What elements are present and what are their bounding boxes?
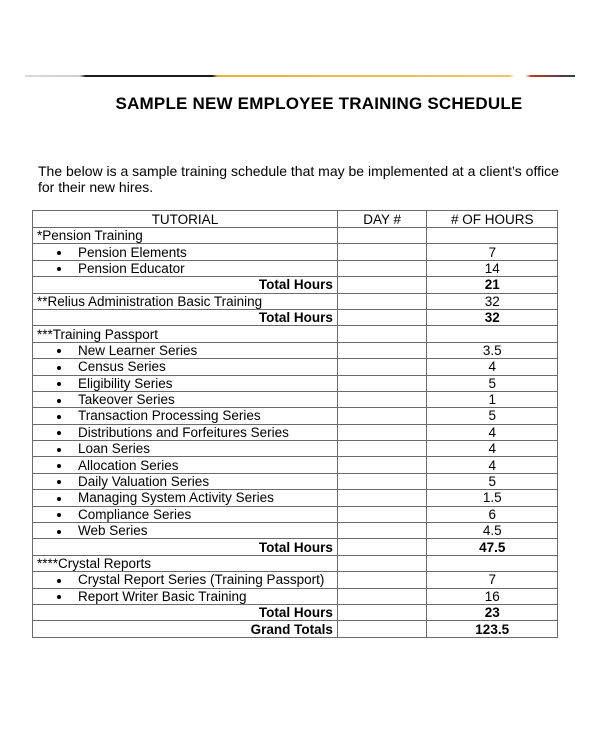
- bullet-icon: [57, 530, 61, 534]
- hours-cell: 7: [427, 244, 558, 260]
- day-cell: [337, 457, 427, 473]
- day-cell: [337, 375, 427, 391]
- day-cell: [337, 293, 427, 309]
- day-cell: [337, 621, 427, 637]
- tutorial-label: Total Hours: [33, 277, 338, 293]
- total-row: [33, 539, 558, 555]
- day-cell: [337, 359, 427, 375]
- hours-cell: 47.5: [427, 539, 558, 555]
- day-cell: [337, 506, 427, 522]
- hours-cell: 3.5: [427, 342, 558, 358]
- total-row: [33, 309, 558, 325]
- table-row: [33, 244, 558, 260]
- section-row: [33, 293, 558, 309]
- day-cell: [337, 424, 427, 440]
- day-cell: [337, 523, 427, 539]
- day-cell: [337, 555, 427, 571]
- hours-cell: 6: [427, 506, 558, 522]
- total-row: [33, 621, 558, 637]
- hours-cell: [427, 326, 558, 342]
- hours-cell: 4: [427, 424, 558, 440]
- bullet-icon: [57, 497, 61, 501]
- tutorial-label: Grand Totals: [33, 621, 338, 637]
- tutorial-label: Web Series: [78, 523, 148, 539]
- hours-cell: 4: [427, 457, 558, 473]
- day-cell: [337, 588, 427, 604]
- hours-cell: 32: [427, 293, 558, 309]
- bullet-icon: [57, 399, 61, 403]
- day-cell: [337, 604, 427, 620]
- tutorial-label: Daily Valuation Series: [78, 474, 210, 490]
- day-cell: [337, 342, 427, 358]
- hours-cell: 123.5: [427, 621, 558, 637]
- day-cell: [337, 539, 427, 555]
- table-row: [33, 408, 558, 424]
- tutorial-label: Loan Series: [78, 441, 151, 457]
- tutorial-label: **Relius Administration Basic Training: [33, 293, 338, 309]
- bullet-icon: [57, 349, 61, 353]
- hours-cell: 16: [427, 588, 558, 604]
- bullet-icon: [57, 382, 61, 386]
- tutorial-label: ***Training Passport: [33, 326, 338, 342]
- bullet-icon: [57, 448, 61, 452]
- header-tutorial: TUTORIAL: [33, 211, 338, 228]
- table-row: [33, 342, 558, 358]
- bullet-icon: [57, 464, 61, 468]
- total-row: [33, 604, 558, 620]
- table-row: [33, 506, 558, 522]
- bullet-icon: [57, 267, 61, 271]
- document-title: SAMPLE NEW EMPLOYEE TRAINING SCHEDULE: [115, 94, 523, 113]
- table-row: [33, 359, 558, 375]
- hours-cell: 4: [427, 359, 558, 375]
- hours-cell: 1.5: [427, 490, 558, 506]
- section-row: [33, 326, 558, 342]
- header-day: DAY #: [337, 211, 427, 228]
- tutorial-label: Transaction Processing Series: [78, 408, 261, 424]
- training-schedule-table: [32, 210, 558, 638]
- table-row: [33, 588, 558, 604]
- tutorial-label: Takeover Series: [78, 392, 175, 408]
- tutorial-label: *Pension Training: [33, 228, 338, 244]
- day-cell: [337, 391, 427, 407]
- bullet-icon: [57, 513, 61, 517]
- hours-cell: [427, 228, 558, 244]
- table-body: [33, 228, 558, 638]
- header-hours: # OF HOURS: [427, 211, 558, 228]
- day-cell: [337, 244, 427, 260]
- tutorial-label: New Learner Series: [78, 342, 198, 358]
- hours-cell: 21: [427, 277, 558, 293]
- table-row: [33, 457, 558, 473]
- bullet-icon: [57, 480, 61, 484]
- table-row: [33, 523, 558, 539]
- tutorial-label: Pension Educator: [78, 260, 185, 276]
- hours-cell: 4: [427, 441, 558, 457]
- tutorial-label: Pension Elements: [78, 244, 187, 260]
- bullet-icon: [57, 595, 61, 599]
- tutorial-label: Crystal Report Series (Training Passport): [78, 572, 325, 588]
- hours-cell: 32: [427, 309, 558, 325]
- table-row: [33, 391, 558, 407]
- tutorial-label: Allocation Series: [78, 457, 179, 473]
- day-cell: [337, 228, 427, 244]
- bullet-icon: [57, 251, 61, 255]
- day-cell: [337, 408, 427, 424]
- day-cell: [337, 309, 427, 325]
- hours-cell: 14: [427, 260, 558, 276]
- day-cell: [337, 572, 427, 588]
- intro-paragraph: The below is a sample training schedule that may be implemented at a client’s office for their new hires.: [38, 163, 559, 195]
- hours-cell: 5: [427, 473, 558, 489]
- tutorial-label: Census Series: [78, 359, 166, 375]
- day-cell: [337, 260, 427, 276]
- table-row: [33, 260, 558, 276]
- tutorial-label: Total Hours: [33, 604, 338, 620]
- tutorial-label: Compliance Series: [78, 506, 192, 522]
- day-cell: [337, 441, 427, 457]
- table-row: [33, 424, 558, 440]
- table-row: [33, 490, 558, 506]
- bullet-icon: [57, 415, 61, 419]
- day-cell: [337, 326, 427, 342]
- day-cell: [337, 490, 427, 506]
- hours-cell: 7: [427, 572, 558, 588]
- tutorial-label: Total Hours: [33, 309, 338, 325]
- bullet-icon: [57, 431, 61, 435]
- table-row: [33, 441, 558, 457]
- table-row: [33, 473, 558, 489]
- tutorial-label: Eligibility Series: [78, 375, 173, 391]
- total-row: [33, 277, 558, 293]
- hours-cell: 23: [427, 604, 558, 620]
- bullet-icon: [57, 366, 61, 370]
- hours-cell: 1: [427, 391, 558, 407]
- tutorial-label: Total Hours: [33, 539, 338, 555]
- table-row: [33, 375, 558, 391]
- day-cell: [337, 277, 427, 293]
- hours-cell: 4.5: [427, 523, 558, 539]
- section-row: [33, 555, 558, 571]
- bullet-icon: [57, 579, 61, 583]
- day-cell: [337, 473, 427, 489]
- header-rule: [25, 75, 575, 77]
- tutorial-label: ****Crystal Reports: [33, 555, 338, 571]
- tutorial-label: Distributions and Forfeitures Series: [78, 424, 289, 440]
- hours-cell: [427, 555, 558, 571]
- tutorial-label: Report Writer Basic Training: [78, 588, 247, 604]
- hours-cell: 5: [427, 408, 558, 424]
- table-row: [33, 572, 558, 588]
- tutorial-label: Managing System Activity Series: [78, 490, 274, 506]
- section-row: [33, 228, 558, 244]
- hours-cell: 5: [427, 375, 558, 391]
- table-header-row: [33, 211, 558, 228]
